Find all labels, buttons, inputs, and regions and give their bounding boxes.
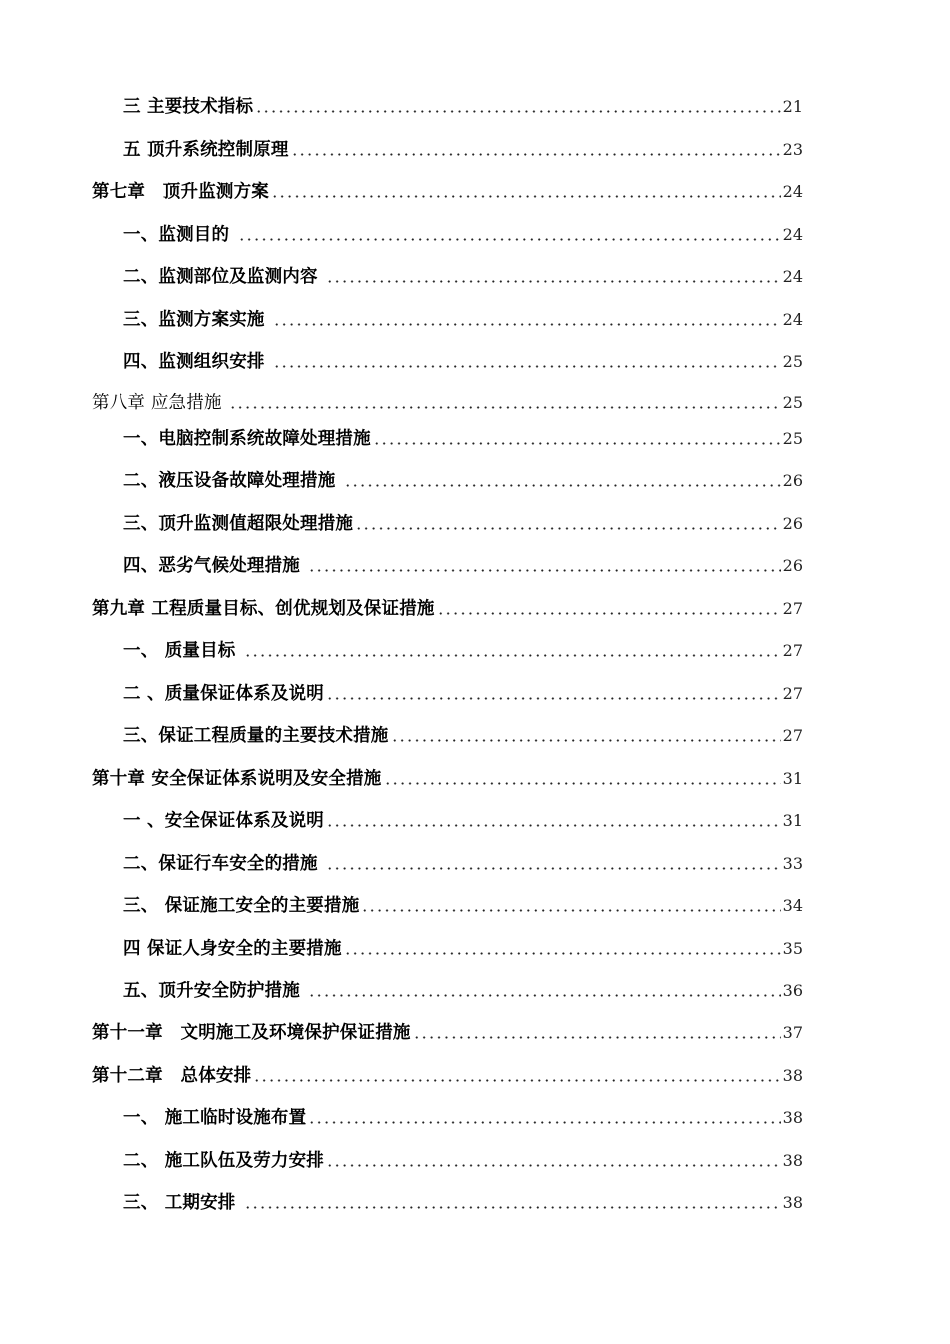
dot-leader — [244, 1206, 781, 1209]
dot-leader — [253, 1079, 780, 1082]
toc-entry[interactable] — [0, 258, 950, 288]
toc-entry-page: 24 — [782, 267, 803, 286]
toc-entry-label: 第八章 应急措施 — [92, 393, 228, 413]
dot-leader — [437, 612, 781, 615]
toc-chapter[interactable] — [0, 173, 950, 203]
toc-entry-page: 24 — [782, 310, 803, 329]
toc-entry-label: 第十二章 总体安排 — [92, 1066, 252, 1086]
toc-entry-label: 三、 工期安排 — [123, 1193, 242, 1213]
toc-entry-label: 第十一章 文明施工及环境保护保证措施 — [92, 1023, 411, 1043]
toc-entry[interactable] — [0, 216, 950, 246]
toc-entry-page: 23 — [782, 140, 803, 159]
toc-entry-page: 38 — [782, 1066, 803, 1085]
dot-leader — [326, 280, 781, 283]
dot-leader — [355, 527, 781, 530]
dot-leader — [413, 1036, 781, 1039]
toc-entry-label: 二、保证行车安全的措施 — [123, 854, 324, 874]
toc-entry-page: 38 — [782, 1193, 803, 1212]
toc-entry-page: 26 — [782, 556, 803, 575]
dot-leader — [244, 654, 781, 657]
toc-entry-page: 35 — [782, 939, 803, 958]
toc-entry-page: 38 — [782, 1151, 803, 1170]
toc-chapter[interactable] — [0, 760, 950, 790]
dot-leader — [361, 909, 780, 912]
toc-entry[interactable] — [0, 675, 950, 705]
toc-entry-page: 27 — [782, 684, 803, 703]
dot-leader — [308, 994, 780, 997]
toc-entry-page: 24 — [782, 182, 803, 201]
dot-leader — [238, 238, 781, 241]
dot-leader — [326, 824, 781, 827]
toc-entry-label: 四、恶劣气候处理措施 — [123, 556, 307, 576]
toc-entry[interactable] — [0, 301, 950, 331]
toc-entry-label: 四、监测组织安排 — [123, 352, 271, 372]
dot-leader — [273, 323, 781, 326]
toc-entry-page: 34 — [782, 896, 803, 915]
toc-entry-label: 二、 施工队伍及劳力安排 — [123, 1151, 324, 1171]
toc-entry[interactable] — [0, 972, 950, 1002]
toc-entry-label: 三、 保证施工安全的主要措施 — [123, 896, 360, 916]
toc-entry-label: 二、液压设备故障处理措施 — [123, 471, 342, 491]
toc-entry-page: 25 — [782, 352, 803, 371]
toc-entry-label: 二 、质量保证体系及说明 — [123, 684, 324, 704]
toc-entry-label: 第十章 安全保证体系说明及安全措施 — [92, 769, 382, 789]
toc-entry-label: 第九章 工程质量目标、创优规划及保证措施 — [92, 599, 435, 619]
toc-entry[interactable] — [0, 845, 950, 875]
toc-entry-page: 26 — [782, 471, 803, 490]
toc-entry[interactable] — [0, 462, 950, 492]
toc-entry-label: 五 顶升系统控制原理 — [123, 140, 289, 160]
toc-entry-label: 三、顶升监测值超限处理措施 — [123, 514, 354, 534]
toc-entry-page: 24 — [782, 225, 803, 244]
toc-entry[interactable] — [0, 1142, 950, 1172]
dot-leader — [255, 110, 780, 113]
toc-entry-label: 五、顶升安全防护措施 — [123, 981, 307, 1001]
toc-entry-label: 三、保证工程质量的主要技术措施 — [123, 726, 389, 746]
toc-entry[interactable] — [0, 887, 950, 917]
toc-entry-page: 37 — [782, 1023, 803, 1042]
toc-entry-page: 27 — [782, 726, 803, 745]
dot-leader — [308, 1121, 780, 1124]
toc-entry-page: 27 — [782, 641, 803, 660]
dot-leader — [344, 952, 781, 955]
toc-entry-page: 27 — [782, 599, 803, 618]
toc-entry-label: 第七章 顶升监测方案 — [92, 182, 269, 202]
toc-entry[interactable] — [0, 547, 950, 577]
toc-entry-page: 21 — [782, 97, 803, 116]
toc-entry-page: 33 — [782, 854, 803, 873]
dot-leader — [271, 195, 781, 198]
toc-chapter[interactable] — [0, 384, 950, 414]
toc-entry[interactable] — [0, 420, 950, 450]
toc-entry-label: 二、监测部位及监测内容 — [123, 267, 324, 287]
dot-leader — [344, 484, 781, 487]
toc-entry-label: 一、 施工临时设施布置 — [123, 1108, 307, 1128]
toc-entry-label: 一、电脑控制系统故障处理措施 — [123, 429, 371, 449]
toc-entry[interactable] — [0, 632, 950, 662]
dot-leader — [384, 782, 781, 785]
toc-chapter[interactable] — [0, 1014, 950, 1044]
toc-entry[interactable] — [0, 1099, 950, 1129]
toc-chapter[interactable] — [0, 1057, 950, 1087]
toc-entry-label: 四 保证人身安全的主要措施 — [123, 939, 342, 959]
toc-entry-page: 36 — [782, 981, 803, 1000]
dot-leader — [326, 1164, 781, 1167]
dot-leader — [326, 697, 781, 700]
dot-leader — [391, 739, 781, 742]
toc-entry-label: 三、监测方案实施 — [123, 310, 271, 330]
toc-entry[interactable] — [0, 1184, 950, 1214]
toc-entry[interactable] — [0, 88, 950, 118]
toc-entry[interactable] — [0, 505, 950, 535]
toc-entry-page: 38 — [782, 1108, 803, 1127]
toc-entry[interactable] — [0, 131, 950, 161]
toc-chapter[interactable] — [0, 590, 950, 620]
dot-leader — [326, 867, 781, 870]
toc-entry[interactable] — [0, 717, 950, 747]
toc-entry-page: 25 — [782, 393, 803, 412]
toc-entry-label: 一、 质量目标 — [123, 641, 242, 661]
dot-leader — [273, 365, 781, 368]
toc-entry[interactable] — [0, 802, 950, 832]
toc-entry-page: 31 — [782, 769, 803, 788]
dot-leader — [308, 569, 780, 572]
dot-leader — [291, 153, 781, 156]
toc-entry-label: 一 、安全保证体系及说明 — [123, 811, 324, 831]
toc-entry-page: 31 — [782, 811, 803, 830]
toc-entry-page: 25 — [782, 429, 803, 448]
toc-entry-page: 26 — [782, 514, 803, 533]
dot-leader — [373, 442, 781, 445]
dot-leader — [229, 406, 780, 409]
toc-entry-label: 一、监测目的 — [123, 225, 236, 245]
toc-entry[interactable] — [0, 343, 950, 373]
toc-entry[interactable] — [0, 930, 950, 960]
toc-entry-label: 三 主要技术指标 — [123, 97, 254, 117]
